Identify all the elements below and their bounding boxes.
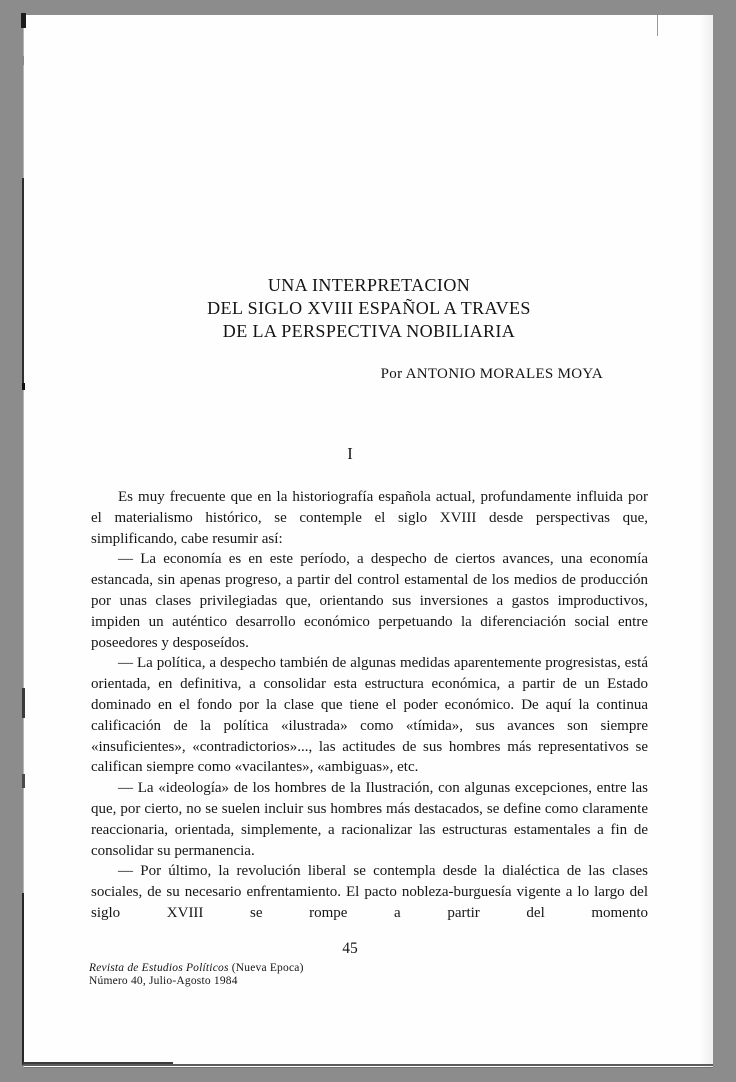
journal-epoch: (Nueva Epoca) (228, 962, 304, 974)
article-title-line-2: DEL SIGLO XVIII ESPAÑOL A TRAVES (207, 298, 531, 318)
paragraph-economia: — La economía es en este período, a despecho de ciertos avances, una economía estancada, sin apenas progreso, a partir del control estamental de los medios de producción por unas clases privilegiadas que, orientando sus inversiones a gastos improductivos, impiden un auténtico desarrollo económico perpetuando la diferenciación social entre poseedores y desposeídos. (91, 551, 648, 651)
journal-footer-line-1 (89, 962, 304, 975)
journal-footer-line-2: Número 40, Julio-Agosto 1984 (89, 975, 238, 987)
author-byline: Por ANTONIO MORALES MOYA (380, 366, 603, 382)
page-edge-shade (699, 15, 713, 1067)
paragraph-intro: Es muy frecuente que en la historiografía española actual, profundamente influida por el materialismo histórico, se contemple el siglo XVIII desde perspectivas que, simplificando, cabe resumir así: (91, 489, 648, 547)
journal-name: Revista de Estudios Políticos (89, 962, 229, 974)
scan-artifact-faint-tick (21, 56, 24, 65)
section-heading: I (347, 444, 353, 463)
scan-artifact-left-tick-1 (22, 383, 25, 390)
scan-artifact-left-tick-3 (22, 774, 25, 788)
scan-artifact-top-right-line (657, 15, 658, 36)
article-title-line-3: DE LA PERSPECTIVA NOBILIARIA (222, 321, 516, 341)
page-number: 45 (342, 940, 358, 957)
article-title-line-1: UNA INTERPRETACION (267, 275, 471, 295)
article-title (24, 274, 714, 343)
article-body (91, 487, 648, 924)
paragraph-politica: — La política, a despecho también de algunas medidas aparentemente progresistas, está orientada, en definitiva, a consolidar esta estructura económica, a partir de un Estado dominado en el fondo por la clase que tiene el poder económico. De aquí la continua calificación de la política «ilustrada» como «tímida», sus avances son siempre «insuficientes», «contradictorios»..., las actitudes de sus hombres más representativos se califican siempre como «vacilantes», «ambiguas», etc. (91, 655, 648, 776)
journal-footer (89, 962, 304, 988)
document-page (23, 15, 713, 1068)
scan-artifact-left-edge-line-upper (22, 178, 24, 386)
scan-artifact-corner-tick (21, 13, 26, 28)
scan-artifact-left-edge-line-lower (22, 893, 24, 1065)
scan-artifact-bottom-edge-line (23, 1064, 713, 1066)
paragraph-ideologia: — La «ideología» de los hombres de la Ilustración, con algunas excepciones, entre las que, por cierto, no se suelen incluir sus hombres más destacados, se define como claramente reaccionaria, orientada, simplemente, a racionalizar las estructuras estamentales a fin de consolidar su permanencia. (91, 780, 648, 859)
scan-artifact-left-tick-2 (22, 688, 25, 718)
paragraph-revolucion: — Por último, la revolución liberal se contempla desde la dialéctica de las clases sociales, de su necesario enfrentamiento. El pacto nobleza-burguesía vigente a lo largo del siglo XVIII se rompe a partir del momento (91, 863, 648, 921)
